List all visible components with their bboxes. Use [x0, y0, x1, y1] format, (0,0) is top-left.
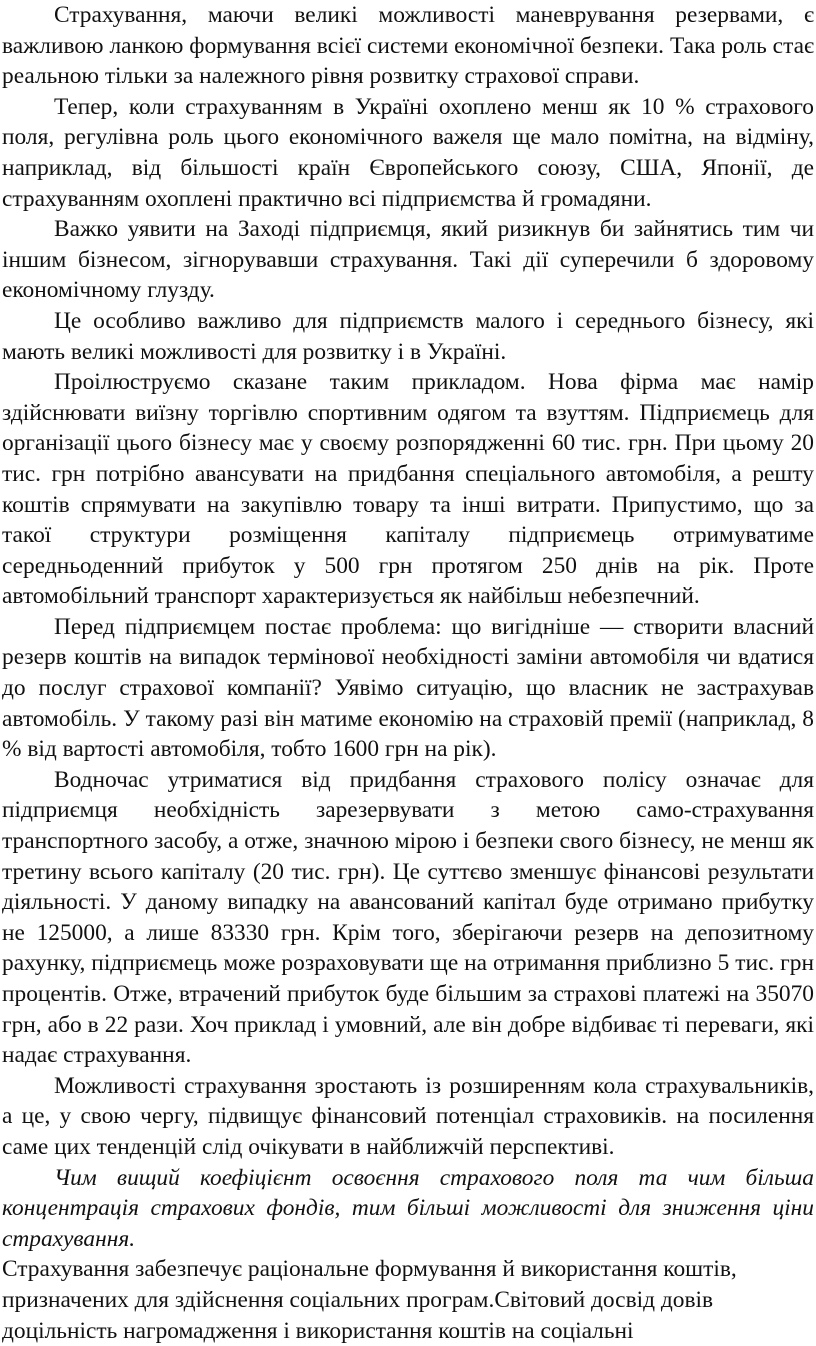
paragraph-example: Проілюструємо сказане таким прикладом. Нова фірма має намір здійснювати виїзну торгівлю спортивним одягом та взуттям. Підприємець для організації цього бізнесу має у своєму розпорядженні 60 тис. грн. При цьому 20 тис. грн потрібно авансувати на придбання спеціального автомобіля, а решту коштів спрямувати на закупівлю товару та інші витрати. Припустимо, що за такої структури розміщення капіталу підприємець отримуватиме середньоденний прибуток у 500 грн протягом 250 днів на рік. Проте автомобільний транспорт характеризується як найбільш небезпечний. [2, 369, 814, 610]
paragraph-self-insurance: Водночас утриматися від придбання страхового полісу означає для підприємця необхідність зарезервувати з метою само-страхування транспортного засобу, а отже, значною мірою і безпеки свого бізнесу, не менш як третину всього капіталу (20 тис. грн). Це суттєво зменшує фінансові результати діяльності. У даному випадку на авансований капітал буде отримано прибутку не 125000, а лише 83330 грн. Крім того, зберігаючи резерв на депозитному рахунку, підприємець може розраховувати ще на отримання приблизно 5 тис. грн процентів. Отже, втрачений прибуток буде більшим за страхові платежі на 35070 грн, або в 22 рази. Хоч приклад і умовний, але він добре відбиває ті переваги, які надає страхування. [2, 766, 814, 1069]
paragraph-insurance-role: Страхування, маючи великі можливості маневрування резервами, є важливою ланкою формування всієї системи економічної безпеки. Така роль стає реальною тільки за належного рівня розвитку страхової справи. [2, 2, 814, 90]
paragraph-social-programs: Страхування забезпечує раціональне формування й використання коштів, призначених для здійснення соціальних програм.Світовий досвід довів доцільність нагромадження і використання коштів на соціальні [2, 1256, 737, 1344]
paragraph-problem: Перед підприємцем постає проблема: що вигідніше — створити власний резерв коштів на випадок термінової необхідності заміни автомобіля чи вдатися до послуг страхової компанії? Уявімо ситуацію, що власник не застрахував автомобіль. У такому разі він матиме економію на страховій премії (наприклад, 8 % від вартості автомобіля, тобто 1600 грн на рік). [2, 613, 814, 763]
paragraph-italic-conclusion: Чим вищий коефіцієнт освоєння страхового поля та чим більша концентрація страхових фондів, тим більші можливості для зниження ціни страхування. [2, 1164, 814, 1252]
paragraph-opportunities: Можливості страхування зростають із розширенням кола страхувальників, а це, у свою чергу, підвищує фінансовий потенціал страховиків. на посилення саме цих тенденцій слід очікувати в найближчій перспективі. [2, 1072, 814, 1160]
paragraph-ukraine-coverage: Тепер, коли страхуванням в Україні охоплено менш як 10 % страхового поля, регулівна роль цього економічного важеля ще мало помітна, на відміну, наприклад, від більшості країн Європейського союзу, США, Японії, де страхуванням охоплені практично всі підприємства й громадяни. [2, 93, 814, 212]
paragraph-small-business: Це особливо важливо для підприємств малого і середнього бізнесу, які мають великі можливості для розвитку і в Україні. [2, 307, 814, 365]
paragraph-west-entrepreneur: Важко уявити на Заході підприємця, який ризикнув би зайнятись тим чи іншим бізнесом, зігнорувавши страхування. Такі дії суперечили б здоровому економічному глузду. [2, 216, 814, 304]
